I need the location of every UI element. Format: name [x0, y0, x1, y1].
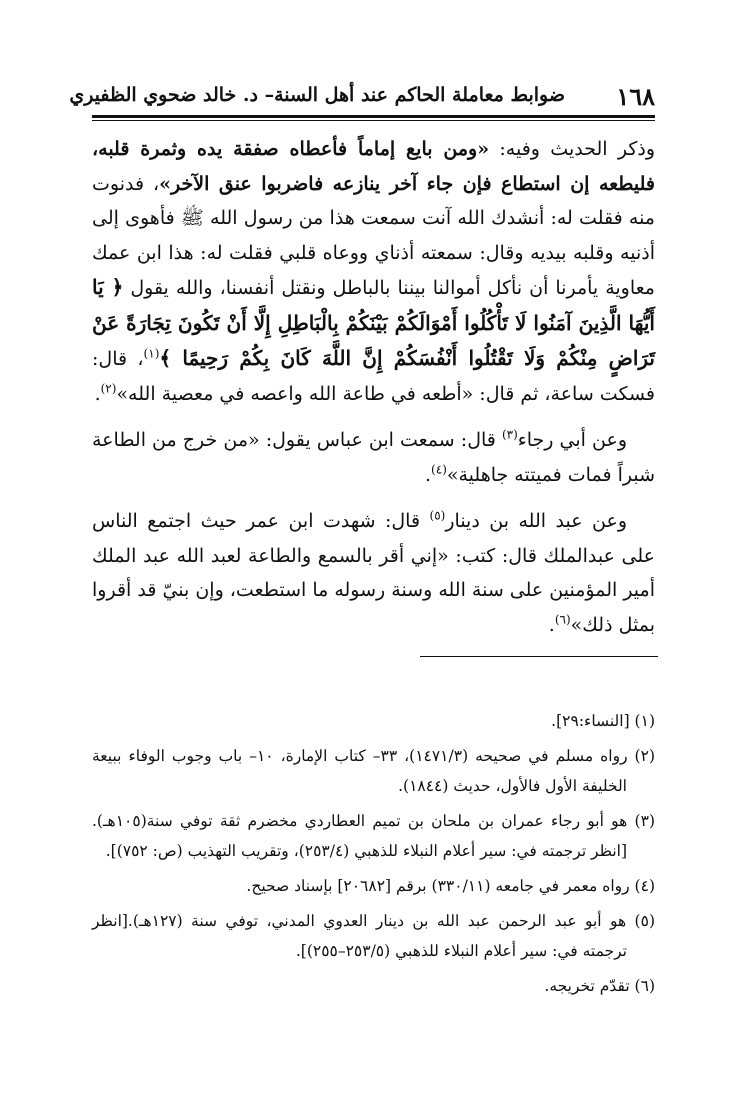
- footnote-ref-3[interactable]: (٣): [501, 427, 518, 442]
- paragraph-1: [92, 132, 655, 411]
- p1-hadith: «ومن بايع إماماً فأعطاه صفقة يده وثمرة قلبه، فليطعه إن استطاع فإن جاء آخر ينازعه فاضربوا عنق الآخر»: [92, 138, 655, 195]
- header-rule: [92, 115, 655, 121]
- footnote-ref-6[interactable]: (٦): [554, 612, 571, 627]
- p1-end: .: [94, 382, 101, 405]
- footnotes: [92, 706, 655, 1006]
- p1-text-a: ، فدنوت منه فقلت له: أنشدك الله آنت سمعت هذا من رسول الله ﷺ فأهوى إلى أذنيه وقلبه بيديه وقال: سمعته أذناي ووعاه قلبي فقلت له: هذا ابن عمك معاوية يأمرنا أن نأكل أموالنا بيننا بالباطل ونقتل أنفسنا، والله يقول: [92, 172, 655, 299]
- footnote-ref-1[interactable]: (١): [143, 346, 160, 361]
- footnote-ref-2[interactable]: (٢): [100, 381, 117, 396]
- p1-intro: وذكر الحديث وفيه:: [489, 138, 655, 160]
- paragraph-2: [92, 423, 655, 492]
- p2-end: .: [425, 463, 432, 486]
- p3-text-b: قال: شهدت ابن عمر حيث اجتمع الناس على عبدالملك قال: كتب: «إني أقر بالسمع والطاعة لعبد الله عبد الملك أمير المؤمنين على سنة الله وسنة رسوله ما استطعت، وإن بنيّ قد أقروا بمثل ذلك»: [92, 510, 655, 636]
- footnote: (١) [النساء:٢٩].: [551, 712, 655, 730]
- running-title: ضوابط معاملة الحاكم عند أهل السنة– د. خالد ضحوي الظفيري: [69, 84, 565, 106]
- footnote: (٦) تقدّم تخريجه.: [544, 977, 655, 995]
- page-header: [69, 78, 655, 112]
- footnote: (٤) رواه معمر في جامعه (٣٣٠/١١) برقم [٢٠٦٨٢] بإسناد صحيح.: [246, 877, 655, 895]
- p1-text-b: ، قال: فسكت ساعة، ثم قال: «أطعه في طاعة الله واعصه في معصية الله»: [92, 348, 655, 405]
- paragraph-3: [92, 504, 655, 642]
- footnote: (٢) رواه مسلم في صحيحه (١٤٧١/٣)، ٣٣– كتاب الإمارة، ١٠– باب وجوب الوفاء ببيعة الخليفة الأول فالأول، حديث (١٨٤٤).: [92, 747, 655, 795]
- footnote-ref-5[interactable]: (٥): [429, 508, 446, 523]
- footnote-separator: [420, 656, 658, 657]
- footnote-ref-4[interactable]: (٤): [431, 462, 447, 477]
- footnote: (٣) هو أبو رجاء عمران بن ملحان بن تميم العطاردي مخضرم ثقة توفي سنة(١٠٥هـ). [انظر ترجمته في: سير أعلام النبلاء للذهبي (٢٥٣/٤)، وتقريب التهذيب (ص: ٧٥٢)].: [92, 812, 655, 860]
- main-text: [92, 132, 655, 642]
- p2-text-b: قال: سمعت ابن عباس يقول: «من خرج من الطاعة شبراً فمات فميتته جاهلية»: [92, 429, 655, 486]
- p3-end: .: [548, 613, 555, 636]
- footnote: (٥) هو أبو عبد الرحمن عبد الله بن دينار العدوي المدني، توفي سنة (١٢٧هـ).[انظر ترجمته في: سير أعلام النبلاء للذهبي (٢٥٣/٥–٢٥٥)].: [92, 912, 655, 960]
- p2-text-a: وعن أبي رجاء: [517, 429, 627, 451]
- page-number: ١٦٨: [616, 82, 655, 111]
- p1-quran-verse: ﴿ يَا أَيُّهَا الَّذِينَ آمَنُوا لَا تَأْكُلُوا أَمْوَالَكُمْ بَيْنَكُمْ بِالْبَاطِلِ إِلَّا أَنْ تَكُونَ تِجَارَةً عَنْ تَرَاضٍ مِنْكُمْ وَلَا تَقْتُلُوا أَنْفُسَكُمْ إِنَّ اللَّهَ كَانَ بِكُمْ رَحِيمًا ﴾: [92, 275, 655, 370]
- p3-text-a: وعن عبد الله بن دينار: [445, 510, 628, 532]
